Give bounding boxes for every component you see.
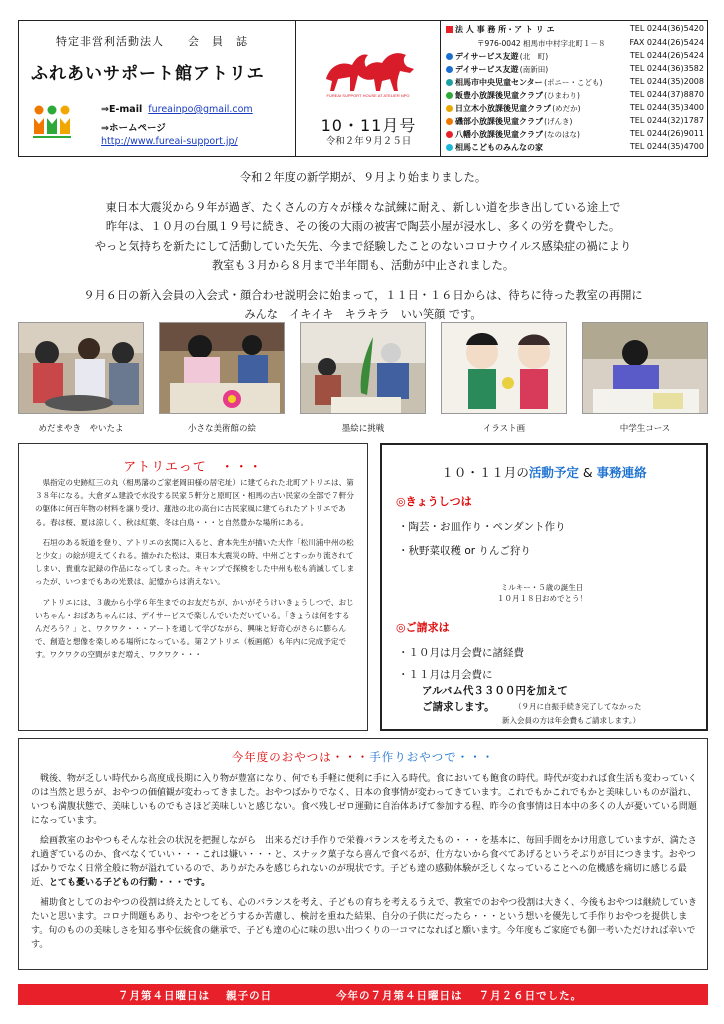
facility-nickname: (ひまわり) [544, 91, 580, 100]
facility-name: 相馬こどものみんなの家 [455, 143, 543, 152]
facility-phone: TEL 0244(26)5424 [629, 51, 704, 60]
photo-strip [18, 322, 708, 432]
photo-caption: イラスト画 [482, 424, 526, 434]
schedule-section [380, 443, 708, 731]
snacks-paragraph: 戦後、物が乏しい時代から高度成長期に入り物が豊富になり、何でも手軽に便利に手に入る時代。食においても飽食の時代。時代が変われば食生活も変わっていくのは当然と思うが、おやつの価値観が変わってきました。おやつばかりでなく、日本の食事情が変わってきています。これでもかこれでもかと美味しいものが溢れ、いつも満腹状態で、美味しいものでもさほど美味しいと感じない。食べ残しゼロ運動に自治体あげて参加する程、昨今の食事情は日本中の多くの人が憂いている問題になっています。 [31, 774, 697, 826]
facility-name: 相馬市中央児童センター [455, 78, 543, 87]
issue-date: 令和２年９月２５日 [325, 136, 412, 147]
birthday-note [442, 582, 642, 604]
schedule-title [382, 463, 706, 481]
photo-junior-high [582, 322, 708, 414]
facility-row [446, 90, 708, 101]
facility-bullet-icon [446, 53, 453, 60]
intro-line: 教室も３月から８月まで半年間も、活動が中止されました。 [211, 259, 515, 272]
photo-art-museum [159, 322, 285, 414]
snacks-title-sub: 手作りおやつで・・・ [369, 750, 495, 764]
schedule-title-notices: 事務連絡 [596, 465, 647, 480]
contact-info [101, 103, 253, 148]
photo-caption: 中学生コース [619, 424, 671, 434]
email-label: ⇒E-mail [101, 104, 143, 115]
facility-name: 日立木小放課後児童クラブ [455, 104, 551, 113]
facility-name: デイサービス友遊 [455, 65, 519, 74]
horses-logo-icon [316, 39, 421, 99]
facility-phone: TEL 0244(35)3400 [629, 103, 704, 112]
facility-bullet-icon [446, 66, 453, 73]
masthead [18, 20, 708, 157]
intro-line: 東日本大震災から９年が過ぎ、たくさんの方々が様々な試練に耐え、新しい道を歩き出している途上で [105, 200, 621, 214]
facility-name: 飯豊小放課後児童クラブ [455, 91, 543, 100]
photo-ink-painting [300, 322, 426, 414]
facility-nickname: (北 町) [519, 52, 549, 61]
billing-item: アルバム代３３００円を加えて [422, 685, 568, 697]
facility-bullet-icon [446, 131, 453, 138]
footer-left: ７月第４日曜日は 親子の日 [118, 990, 273, 1002]
atelier-section [18, 443, 368, 731]
facility-row [446, 142, 708, 153]
intro-line: 昨年は、１０月の台風１９号に続き、その後の大雨の被害で陶芸小屋が浸水し、多くの労を費やした。 [105, 220, 621, 233]
atelier-body [35, 476, 355, 669]
billing-item: ・１０月は月会費に諸経費 [398, 647, 524, 659]
schedule-title-prefix: １０・１１月の [441, 465, 529, 480]
photo-cooking [18, 322, 144, 414]
billing-note: 新入会員の方は年会費もご請求します。） [502, 716, 641, 725]
intro-line: やっと気持ちを新たにして活動していた矢先、今まで経験したことのないコロナウイルス感染症の禍により [94, 239, 632, 253]
footer-right: 今年の７月第４日曜日は ７月２６日でした。 [336, 990, 583, 1002]
facility-directory [441, 21, 709, 156]
facility-bullet-icon [446, 118, 453, 125]
facility-nickname: (南新田) [519, 65, 549, 74]
org-logo-icon [32, 104, 72, 140]
facility-bullet-icon [446, 26, 453, 33]
facility-row [446, 51, 708, 62]
billing-item: ・１１月は月会費に [398, 669, 493, 681]
facility-phone: TEL 0244(35)4700 [629, 142, 704, 151]
atelier-paragraph: アトリエには、３歳から小学６年生までのお友だちが、かいがそうけいきょうしつで、おじいちゃん・おばあちゃんには、デイサービスで楽しんでいただいている。「きょうは何をするんだろう？」と、ワクワク・・・アートを通して学びながら、興味と好奇心がさらに膨らんで、創造と想像を楽しめる場所になっている。第２アトリエ（板画館）も年内に完成予定です。ワクワクの空間がまだ増え、ワクワク・・・ [35, 597, 354, 660]
intro-line: みんな イキイキ キラキラ いい笑顔 です。 [244, 308, 482, 321]
facility-row [446, 103, 708, 114]
activity-item: ・秋野菜収穫 or りんご狩り [398, 545, 531, 557]
facility-phone: TEL 0244(35)2008 [629, 77, 704, 86]
facility-name: 磯部小放課後児童クラブ [455, 117, 543, 126]
facility-bullet-icon [446, 144, 453, 151]
billing-note: （９月に自振手続き完了してなかった [514, 702, 642, 711]
snacks-title [19, 749, 707, 765]
facility-phone: FAX 0244(26)5424 [629, 38, 704, 47]
schedule-title-activities: 活動予定 [528, 465, 579, 480]
atelier-paragraph: 石垣のある坂道を登り、アトリエの玄関に入ると、倉本先生が描いた大作「松川浦中州の松と少女」の絵が迎えてくれる。描かれた松は、東日本大震災の時、中州ごとすっかり流されてしまい、貴重な記録の作品になってしまった。キャンプで探検をした中州も松も消滅してしまったが、いつまでもあの光景は、記憶からは消えない。 [35, 537, 355, 587]
facility-name: 法 人 事 務 所・ア ト リ エ [455, 25, 555, 34]
photo-caption: めだまやき やいたよ [38, 424, 124, 434]
facility-nickname: (なのはな) [544, 130, 580, 139]
facility-phone: TEL 0244(32)1787 [629, 116, 704, 125]
facility-phone: TEL 0244(36)3582 [629, 64, 704, 73]
photo-caption: 墨絵に挑戦 [341, 424, 385, 434]
intro-spacer [18, 188, 708, 198]
birthday-line: １０月１８日おめでとう！ [497, 594, 587, 603]
snacks-paragraph [31, 834, 697, 890]
intro-message [18, 168, 708, 325]
facility-row [446, 116, 708, 127]
billing-item: ご請求します。 [422, 701, 495, 713]
facility-row [446, 64, 708, 75]
office-address: 〒976-0042 相馬市中村字北町１－８ [477, 39, 606, 48]
issue-number: 10・11月号 [320, 116, 417, 135]
snacks-paragraph: 補助食としてのおやつの役割は終えたとしても、心のバランスを考え、子どもの育ちを考えるうえで、教室でのおやつ役割は大きく、今後もおやつは継続していきたいと思います。コロナ問題もあり、おやつをどうするか苦慮し、検討を重ねた結果、自分の子供にだったら・・・という想いを優先して手作りおやつを提供します。旬のものの美味しさを知る事や伝統食の継承で、子ども達の心に味の思い出つくりの一コマになればと願います。今年度もご家庭でも御一考いただければ幸いです。 [31, 898, 697, 950]
classroom-heading: ◎きょうしつは [396, 495, 472, 508]
facility-phone: TEL 0244(36)5420 [629, 24, 704, 33]
billing-heading: ◎ご請求は [396, 621, 450, 634]
facility-bullet-icon [446, 92, 453, 99]
facility-nickname: (ポニー・こども) [544, 78, 603, 87]
email-link[interactable]: fureainpo@gmail.com [148, 104, 253, 115]
snacks-emphasis: とても憂いる子どもの行動・・・です。 [49, 878, 211, 888]
photo-illustration [441, 322, 567, 414]
facility-name: 八幡小放課後児童クラブ [455, 130, 543, 139]
snacks-title-main: 今年度のおやつは・・・ [231, 750, 370, 764]
snacks-section [18, 738, 708, 970]
facility-nickname: (げんき) [544, 117, 573, 126]
intro-line: 令和２年度の新学期が、９月より始まりました。 [239, 171, 487, 184]
facility-row [446, 24, 708, 35]
masthead-left [19, 21, 296, 156]
schedule-title-amp: & [578, 465, 597, 480]
intro-spacer [18, 276, 708, 286]
facility-row [446, 129, 708, 140]
birthday-line: ミルキー・５歳の誕生日 [500, 583, 584, 592]
atelier-paragraph: 県指定の史跡紅三の丸（相馬藩のご家老岡田様の居宅址）に建てられた北町アトリエは、第３８年になる。大倉ダム建設で水没する民家５軒分と原町区・相馬の古い民家の全部で７軒分の躯体に何百年物の材料を譲り受け、蓮池の北の高台に古民家風に建てられたアトリエである。春は桜、夏は涼しく、秋は紅葉、冬は白鳥・・・と自然豊かな場所にある。 [35, 478, 354, 527]
footer-banner [18, 984, 708, 1005]
intro-line: ９月６日の新入会員の入会式・顔合わせ説明会に始まって，１１日・１６日からは、待ちに待った教室の再開に [83, 288, 643, 302]
facility-phone: TEL 0244(26)9011 [629, 129, 704, 138]
atelier-title: アトリエって ・・・ [123, 460, 263, 475]
activity-item: ・陶芸・お皿作り・ペンダント作り [398, 521, 566, 533]
facility-name: デイサービス友遊 [455, 52, 519, 61]
facility-phone: TEL 0244(37)8870 [629, 90, 704, 99]
masthead-middle [296, 21, 441, 156]
facility-bullet-icon [446, 79, 453, 86]
photo-caption: 小さな美術館の絵 [187, 424, 256, 434]
facility-bullet-icon [446, 105, 453, 112]
homepage-link[interactable]: http://www.fureai-support.jp/ [101, 136, 238, 147]
org-type: 特定非営利活動法人 会 員 誌 [56, 35, 248, 48]
homepage-label: ⇒ホームページ [101, 123, 166, 134]
snacks-body [31, 772, 697, 958]
snacks-paragraph-text: 絵画教室のおやつもそんな社会の状況を把握しながら 出来るだけ手作りで栄養バランスを考えたもの・・・を基本に、毎回手間をかけ用意していますが、満たされ過ぎているのか、食べなくていい・・・これは嫌い・・・と、スナック菓子なら喜んで食べるが、仕方ないから食べてあげるというそぶりが目につきます。おやつばかりでなく日常全般に物が溢れているので、ありがたみを感じられないのが現状です。子ども達の感動体験が乏しくなっていることへの危機感を痛切に感じる最近、 [31, 836, 697, 888]
facility-row [446, 77, 708, 88]
svg-text:FUREAI SUPPORT HOUSE AT ATELIE: FUREAI SUPPORT HOUSE AT ATELIER NPO [326, 93, 410, 98]
newsletter-title: ふれあいサポート館アトリエ [31, 64, 265, 84]
facility-nickname: (めだか) [552, 104, 581, 113]
